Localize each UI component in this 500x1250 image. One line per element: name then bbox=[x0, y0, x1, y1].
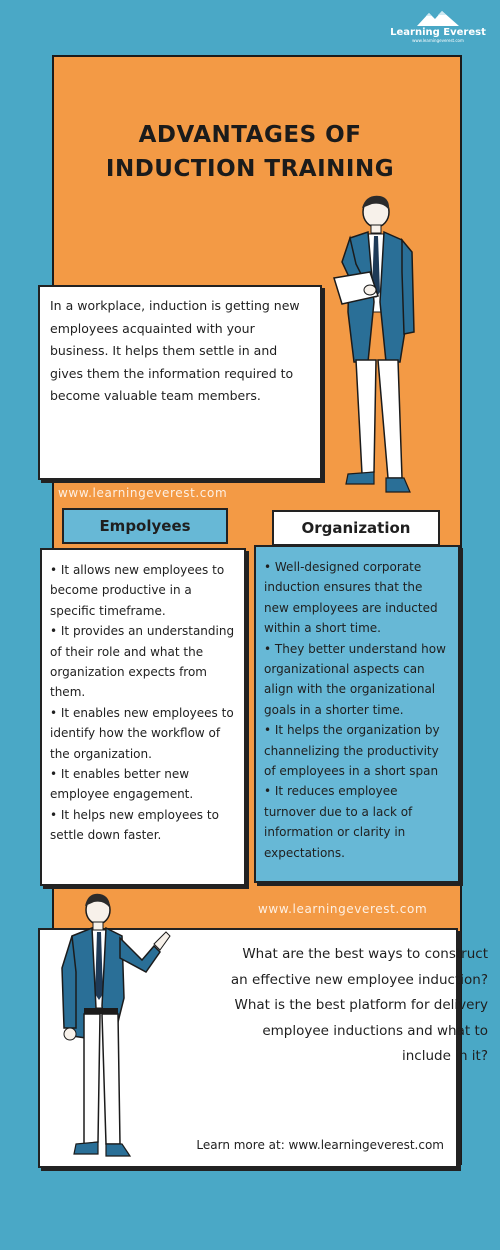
organization-benefit-item: • It helps the organization by channelizing the productivity of employees in a short span bbox=[264, 723, 440, 779]
organization-benefit-item: • Well-designed corporate induction ensures that the new employees are inducted within a short time. bbox=[264, 560, 438, 636]
intro-paragraph: In a workplace, induction is getting new employees acquainted with your business. It helps them settle in and gives them the information required to become valuable team members. bbox=[50, 298, 300, 403]
watermark-top: www.learningeverest.com bbox=[58, 486, 228, 500]
mountain-logo-icon bbox=[415, 10, 461, 26]
logo-name: Learning Everest bbox=[390, 27, 486, 38]
presenting-businessman-illustration bbox=[50, 888, 172, 1168]
learning-everest-logo bbox=[388, 10, 488, 50]
businessman-with-tablet-illustration bbox=[328, 192, 436, 502]
title-line-2: INDUCTION TRAINING bbox=[105, 156, 395, 182]
organization-heading: Organization bbox=[272, 510, 440, 546]
employees-heading: Empolyees bbox=[62, 508, 228, 544]
organization-box bbox=[254, 545, 460, 883]
page-title bbox=[60, 118, 440, 186]
intro-text-box bbox=[38, 285, 322, 480]
employees-box bbox=[40, 548, 246, 886]
employees-benefit-item: • It enables better new employee engagement. bbox=[50, 767, 194, 802]
title-line-1: ADVANTAGES OF bbox=[138, 122, 362, 148]
logo-url: www.learningeverest.com bbox=[412, 38, 464, 43]
learn-more-link[interactable]: Learn more at: www.learningeverest.com bbox=[196, 1138, 444, 1152]
employees-benefit-item: • It allows new employees to become productive in a specific timeframe. bbox=[50, 563, 225, 618]
employees-benefit-item: • It helps new employees to settle down faster. bbox=[50, 807, 219, 843]
cta-question: What are the best ways to construct an effective new employee induction? What is the best platform for delivery employee inductions and what to include in it? bbox=[230, 946, 488, 1064]
watermark-bottom: www.learningeverest.com bbox=[258, 902, 428, 916]
organization-benefit-item: • It reduces employee turnover due to a lack of information or clarity in expectations. bbox=[264, 784, 413, 860]
organization-benefit-item: • They better understand how organizational aspects can align with the organizational goals in a shorter time. bbox=[264, 641, 446, 717]
employees-benefit-item: • It provides an understanding of their role and what the organization expects from them. bbox=[50, 624, 235, 700]
employees-benefit-item: • It enables new employees to identify how the workflow of the organization. bbox=[50, 705, 234, 761]
